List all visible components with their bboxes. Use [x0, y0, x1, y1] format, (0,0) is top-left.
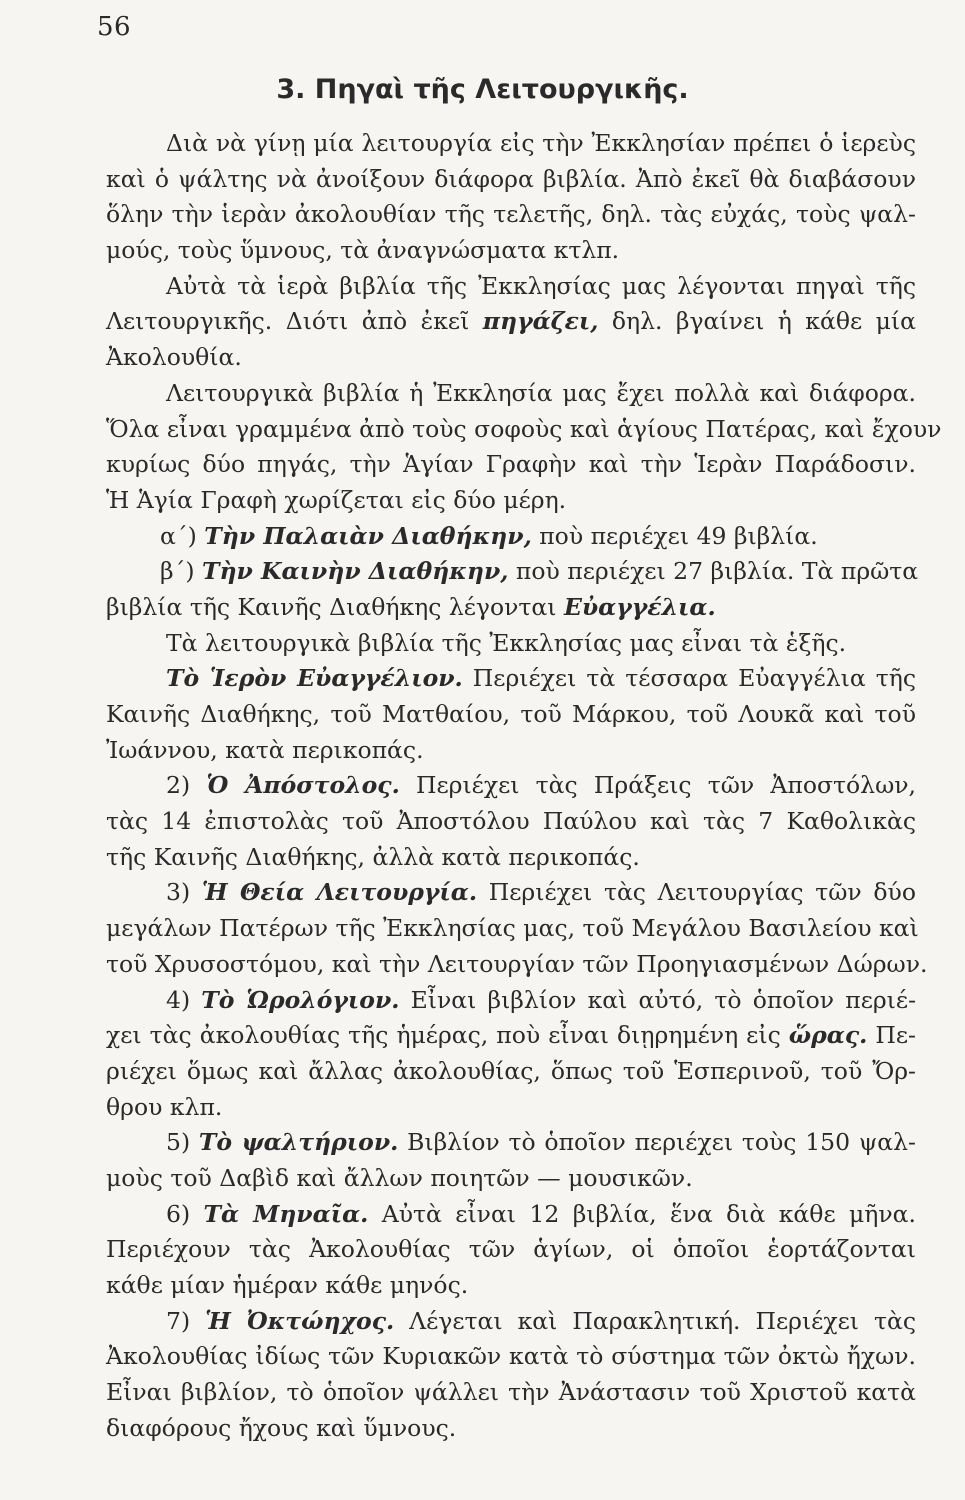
- text-line: [106, 412, 942, 448]
- text-segment: Βιβλίον τὸ ὁποῖον περιέχει τοὺς 150 ψαλ-: [398, 1128, 916, 1157]
- text-segment: τῆς Καινῆς Διαθήκης, ἀλλὰ κατὰ περικοπάς.: [106, 842, 640, 871]
- emphasis-text: Ἡ Θεία Λειτουργία.: [201, 878, 478, 907]
- emphasis-text: πηγάζει,: [482, 307, 599, 336]
- emphasis-text: Τὸ Ἱερὸν Εὐαγγέλιον.: [166, 664, 463, 693]
- text-segment: 6): [166, 1199, 204, 1228]
- text-segment: 5): [166, 1128, 199, 1157]
- emphasis-text: Τὴν Παλαιὰν Διαθήκην,: [204, 521, 532, 550]
- text-segment: Ἀκολουθίας ἰδίως τῶν Κυριακῶν κατὰ τὸ σύστημα τῶν ὀκτὼ ἤχων.: [106, 1342, 916, 1371]
- text-segment: Περιέχει τὰς Λειτουργίας τῶν δύο: [477, 878, 916, 907]
- text-line: [106, 162, 916, 198]
- text-segment: Ἡ Ἁγία Γραφὴ χωρίζεται εἰς δύο μέρη.: [106, 485, 567, 514]
- text-line: [106, 1161, 916, 1197]
- text-line: [106, 1125, 916, 1161]
- text-segment: Ἀκολουθία.: [106, 343, 242, 372]
- emphasis-text: Τὸ Ὡρολόγιον.: [201, 985, 400, 1014]
- text-line: [106, 1304, 916, 1340]
- text-segment: τὰς 14 ἐπιστολὰς τοῦ Ἀποστόλου Παύλου καὶ τὰς 7 Καθολικὰς: [106, 807, 916, 836]
- text-segment: κυρίως δύο πηγάς, τὴν Ἁγίαν Γραφὴν καὶ τὴν Ἱερὰν Παράδοσιν.: [106, 450, 916, 479]
- emphasis-text: ὥρας.: [788, 1021, 868, 1050]
- text-line: [106, 340, 916, 376]
- text-segment: θρου κλπ.: [106, 1092, 223, 1121]
- emphasis-text: Ὁ Ἀπόστολος.: [206, 771, 400, 800]
- text-line: [106, 1339, 916, 1375]
- text-line: [106, 376, 916, 412]
- text-segment: βιβλία τῆς Καινῆς Διαθήκης λέγονται: [106, 592, 564, 621]
- text-segment: χει τὰς ἀκολουθίας τῆς ἡμέρας, ποὺ εἶναι διῃρημένη εἰς: [106, 1021, 789, 1050]
- text-line: [106, 626, 916, 662]
- text-line: [106, 304, 916, 340]
- text-segment: Καινῆς Διαθήκης, τοῦ Ματθαίου, τοῦ Μάρκου, τοῦ Λουκᾶ καὶ τοῦ: [106, 700, 916, 728]
- text-segment: κάθε μίαν ἡμέραν κάθε μηνός.: [106, 1271, 469, 1299]
- emphasis-text: Εὐαγγέλια.: [563, 592, 716, 621]
- text-line: [106, 519, 916, 555]
- text-line: [106, 875, 916, 911]
- text-segment: ποὺ περιέχει 27 βιβλία. Τὰ πρῶτα: [508, 557, 919, 586]
- text-segment: Αὐτὰ εἶναι 12 βιβλία, ἕνα διὰ κάθε μῆνα.: [368, 1199, 916, 1228]
- text-segment: Περιέχει τὰς Πράξεις τῶν Ἀποστόλων,: [399, 771, 916, 800]
- text-line: [106, 840, 916, 876]
- text-segment: β΄): [160, 557, 202, 586]
- text-line: [106, 1268, 916, 1304]
- text-segment: Αὐτὰ τὰ ἱερὰ βιβλία τῆς Ἐκκλησίας μας λέγονται πηγαὶ τῆς: [166, 271, 916, 300]
- text-segment: 2): [166, 771, 207, 800]
- text-segment: Διὰ νὰ γίνῃ μία λειτουργία εἰς τὴν Ἐκκλησίαν πρέπει ὁ ἱερεὺς: [166, 129, 916, 157]
- text-segment: 7): [166, 1306, 206, 1335]
- text-line: [106, 768, 916, 804]
- text-line: [106, 911, 919, 947]
- text-line: [106, 554, 919, 590]
- section-title: 3. Πηγαὶ τῆς Λειτουργικῆς.: [276, 74, 689, 105]
- text-segment: 3): [166, 878, 202, 907]
- text-segment: ὅλην τὴν ἱερὰν ἀκολουθίαν τῆς τελετῆς, δηλ. τὰς εὐχάς, τοὺς ψαλ-: [106, 200, 916, 229]
- text-line: [106, 126, 916, 162]
- text-segment: Ὅλα εἶναι γραμμένα ἀπὸ τοὺς σοφοὺς καὶ ἁγίους Πατέρας, καὶ ἔχουν: [106, 414, 942, 443]
- text-segment: α΄): [160, 521, 205, 550]
- text-line: [106, 590, 916, 626]
- text-line: [106, 1232, 916, 1268]
- text-line: [106, 1411, 916, 1447]
- text-line: [106, 661, 916, 697]
- text-segment: Εἶναι βιβλίον καὶ αὐτό, τὸ ὁποῖον περιέ-: [399, 985, 917, 1014]
- emphasis-text: Τὸ ψαλτήριον.: [198, 1128, 399, 1157]
- text-segment: Περιέχει τὰ τέσσαρα Εὐαγγέλια τῆς: [462, 664, 917, 693]
- text-segment: Τὰ λειτουργικὰ βιβλία τῆς Ἐκκλησίας μας εἶναι τὰ ἑξῆς.: [166, 628, 847, 657]
- text-segment: Λειτουργικῆς. Διότι ἀπὸ ἐκεῖ: [106, 307, 483, 336]
- text-line: [106, 1375, 916, 1411]
- text-segment: Περιέχουν τὰς Ἀκολουθίας τῶν ἁγίων, οἱ ὁποῖοι ἑορτάζονται: [106, 1235, 916, 1264]
- text-line: [106, 804, 916, 840]
- emphasis-text: Ἡ Ὀκτώηχος.: [205, 1306, 395, 1335]
- text-segment: μοὺς τοῦ Δαβὶδ καὶ ἄλλων ποιητῶν — μουσικῶν.: [106, 1163, 693, 1192]
- text-segment: ριέχει ὅμως καὶ ἄλλας ἀκολουθίας, ὅπως τοῦ Ἑσπερινοῦ, τοῦ Ὄρ-: [106, 1056, 916, 1085]
- text-segment: μεγάλων Πατέρων τῆς Ἐκκλησίας μας, τοῦ Μεγάλου Βασιλείου καὶ: [106, 914, 919, 943]
- text-line: [106, 483, 916, 519]
- text-segment: 4): [166, 985, 202, 1014]
- text-segment: διαφόρους ἤχους καὶ ὕμνους.: [106, 1413, 457, 1442]
- text-line: [106, 1090, 916, 1126]
- text-line: [106, 1018, 916, 1054]
- body-text: [106, 126, 942, 1446]
- emphasis-text: Τὴν Καινὴν Διαθήκην,: [201, 557, 509, 586]
- page-number: 56: [97, 12, 132, 42]
- text-line: [106, 697, 916, 733]
- text-line: [106, 947, 928, 983]
- text-segment: Πε-: [867, 1021, 916, 1050]
- text-segment: Λέγεται καὶ Παρακλητική. Περιέχει τὰς: [394, 1306, 916, 1335]
- text-segment: ποὺ περιέχει 49 βιβλία.: [531, 521, 818, 550]
- emphasis-text: Τὰ Μηναῖα.: [203, 1199, 369, 1228]
- text-line: [106, 233, 916, 269]
- text-segment: καὶ ὁ ψάλτης νὰ ἀνοίξουν διάφορα βιβλία. Ἀπὸ ἐκεῖ θὰ διαβάσουν: [106, 164, 916, 193]
- text-segment: μούς, τοὺς ὕμνους, τὰ ἀναγνώσματα κτλπ.: [106, 236, 620, 265]
- text-segment: Λειτουργικὰ βιβλία ἡ Ἐκκλησία μας ἔχει πολλὰ καὶ διάφορα.: [166, 378, 916, 407]
- text-line: [106, 1197, 916, 1233]
- text-line: [106, 269, 916, 305]
- text-segment: δηλ. βγαίνει ἡ κάθε μία: [598, 307, 916, 336]
- text-line: [106, 1054, 916, 1090]
- text-line: [106, 983, 916, 1019]
- text-line: [106, 447, 916, 483]
- text-segment: Ἰωάννου, κατὰ περικοπάς.: [106, 735, 424, 764]
- text-segment: τοῦ Χρυσοστόμου, καὶ τὴν Λειτουργίαν τῶν Προηγιασμένων Δώρων.: [106, 949, 928, 978]
- text-line: [106, 733, 916, 769]
- text-line: [106, 197, 916, 233]
- text-segment: Εἶναι βιβλίον, τὸ ὁποῖον ψάλλει τὴν Ἀνάστασιν τοῦ Χριστοῦ κατὰ: [106, 1378, 916, 1407]
